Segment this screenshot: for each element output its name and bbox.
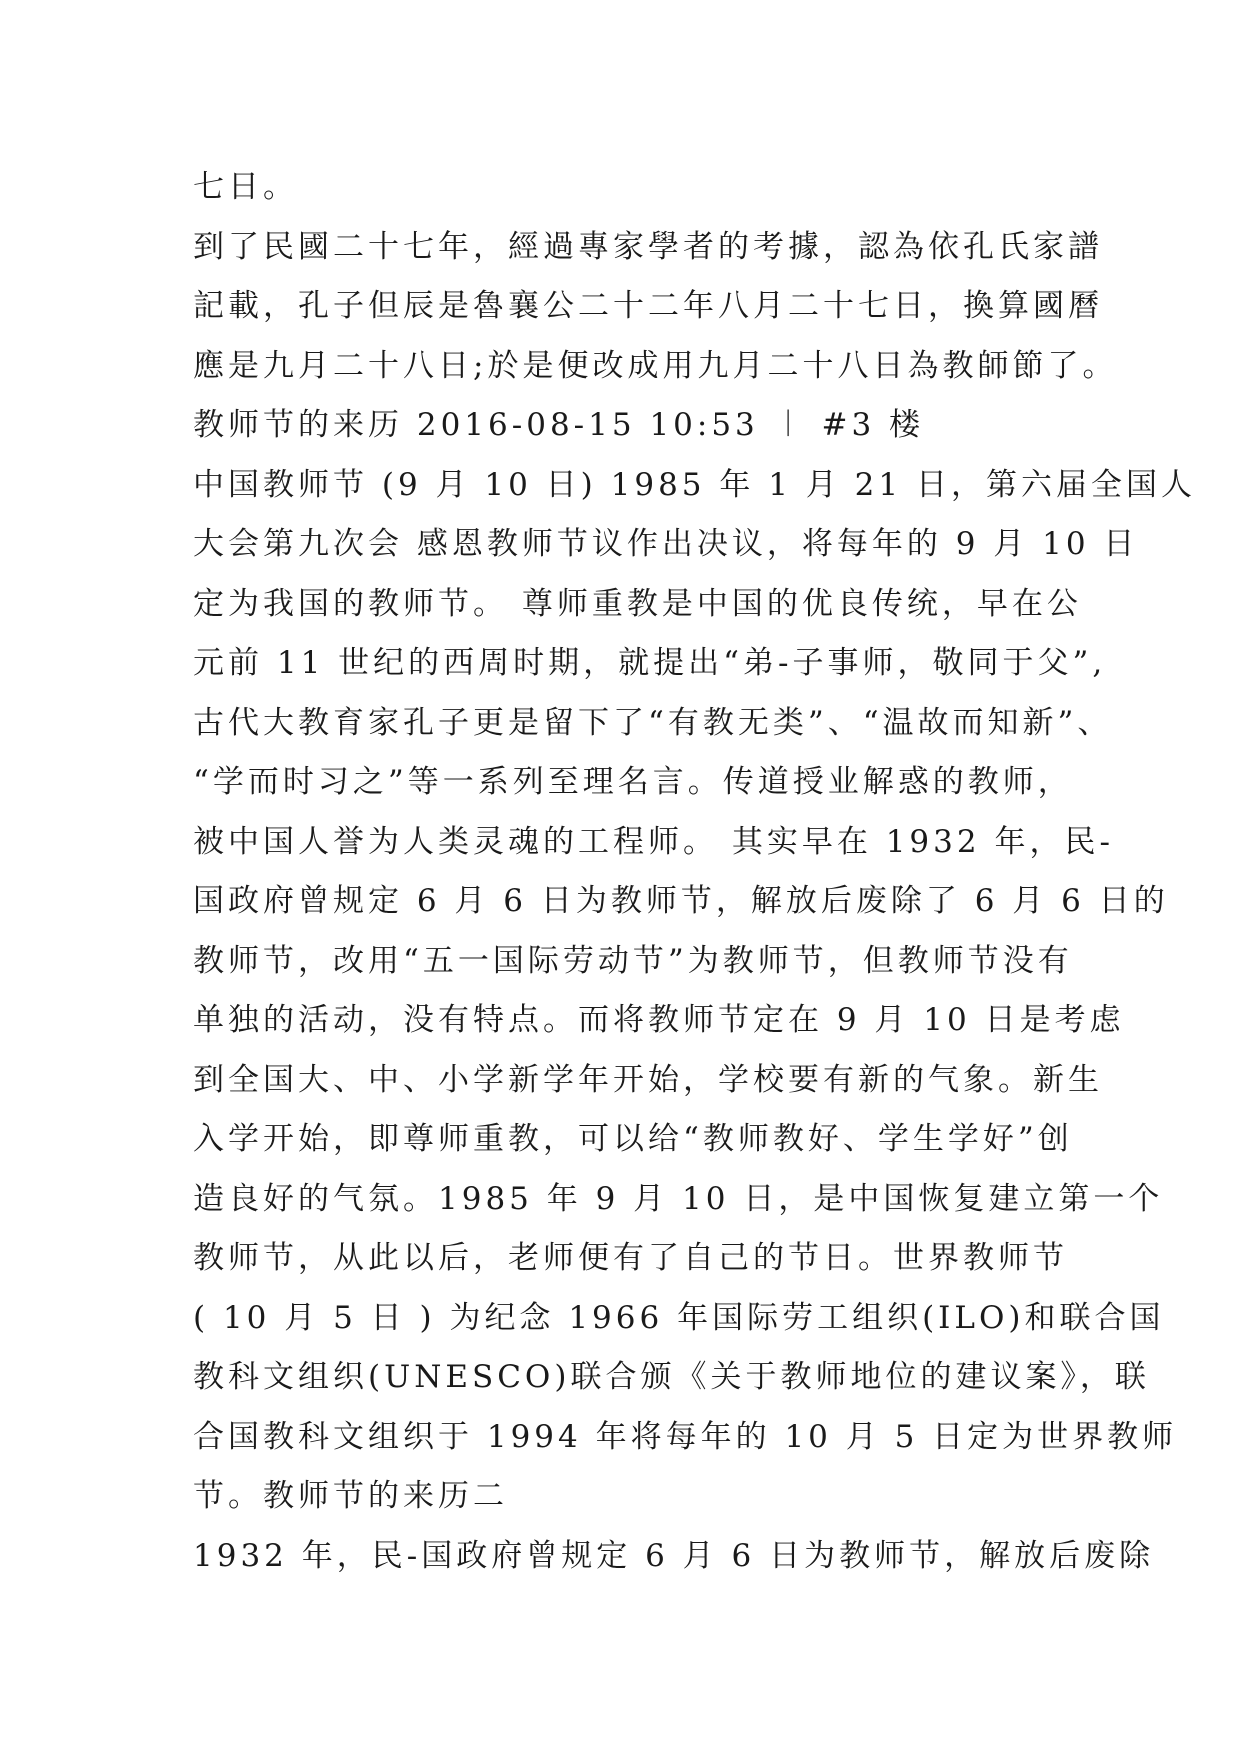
text-line: 教科文组织(UNESCO)联合颁《关于教师地位的建议案》，联	[193, 1359, 1150, 1395]
text-line: 教师节，从此以后，老师便有了自己的节日。世界教师节	[193, 1240, 1068, 1276]
text-line: 国政府曾规定 6 月 6 日为教师节，解放后废除了 6 月 6 日的	[193, 883, 1169, 919]
text-line: “学而时习之”等一系列至理名言。传道授业解惑的教师，	[193, 764, 1073, 800]
text-line: 應是九月二十八日;於是便改成用九月二十八日為教師節了。	[193, 347, 1118, 384]
text-line: 到了民國二十七年，經過專家學者的考據，認為依孔氏家譜	[193, 228, 1103, 265]
text-line: 元前 11 世纪的西周时期，就提出“弟-子事师，敬同于父”,	[193, 645, 1107, 681]
document-body	[193, 158, 1196, 1586]
text-line: 单独的活动，没有特点。而将教师节定在 9 月 10 日是考虑	[193, 1002, 1125, 1038]
text-line: 造良好的气氛。1985 年 9 月 10 日，是中国恢复建立第一个	[193, 1180, 1164, 1217]
text-line: 入学开始，即尊师重教，可以给“教师教好、学生学好”创	[193, 1121, 1073, 1157]
text-line: 节。教师节的来历二	[193, 1478, 508, 1514]
text-line: 定为我国的教师节。 尊师重教是中国的优良传统，早在公	[193, 585, 1082, 622]
text-line: 記載，孔子但辰是魯襄公二十二年八月二十七日，換算國曆	[193, 288, 1103, 324]
text-line: 中国教师节 (9 月 10 日) 1985 年 1 月 21 日，第六届全国人	[193, 466, 1196, 503]
text-line: 古代大教育家孔子更是留下了“有教无类”、“温故而知新”、	[193, 704, 1113, 741]
text-line: ( 10 月 5 日 ) 为纪念 1966 年国际劳工组织(ILO)和联合国	[193, 1299, 1165, 1336]
text-line: 1932 年，民-国政府曾规定 6 月 6 日为教师节，解放后废除	[193, 1537, 1155, 1574]
text-line: 合国教科文组织于 1994 年将每年的 10 月 5 日定为世界教师	[193, 1418, 1178, 1455]
text-line: 大会第九次会 感恩教师节议作出决议，将每年的 9 月 10 日	[193, 526, 1139, 562]
text-line: 教师节，改用“五一国际劳动节”为教师节，但教师节没有	[193, 942, 1073, 979]
text-line: 到全国大、中、小学新学年开始，学校要有新的气象。新生	[193, 1061, 1103, 1098]
text-line: 被中国人誉为人类灵魂的工程师。 其实早在 1932 年，民-	[193, 823, 1114, 860]
post-header-line: 教师节的来历 2016-08-15 10:53 ︱ #3 楼	[193, 407, 925, 443]
text-line: 七日。	[193, 169, 298, 205]
